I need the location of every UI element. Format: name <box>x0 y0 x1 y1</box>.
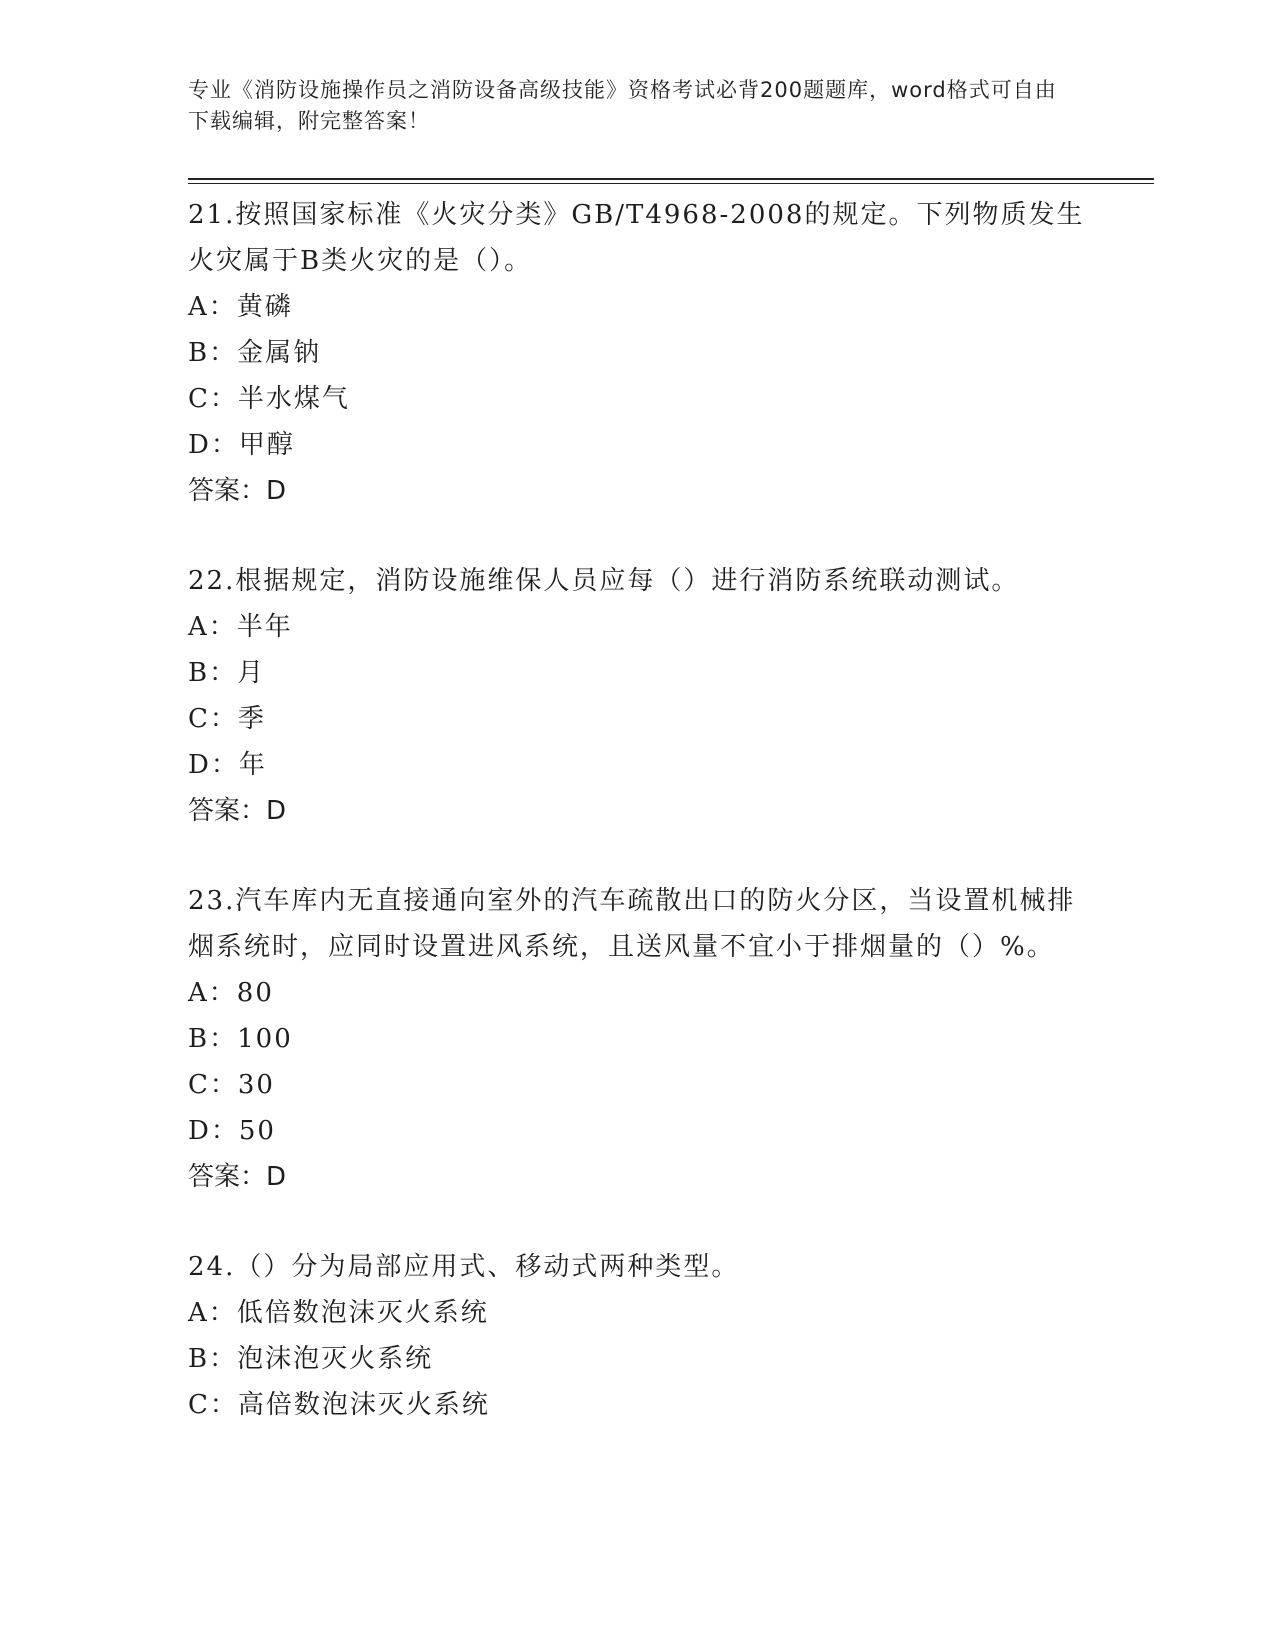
header-divider-thick <box>188 178 1154 180</box>
question-stem: 21.按照国家标准《火灾分类》GB/T4968-2008的规定。下列物质发生火灾属于B类火灾的是（）。 <box>188 200 1085 276</box>
option-d: D：甲醇 <box>188 430 295 460</box>
option-d: D：50 <box>188 1116 276 1146</box>
option-b: B：泡沫泡灭火系统 <box>188 1344 434 1374</box>
option-c: C：半水煤气 <box>188 384 350 414</box>
answer-line: 答案：D <box>188 796 287 826</box>
option-b: B：金属钠 <box>188 338 322 368</box>
header-divider-thin <box>188 183 1154 184</box>
question-list <box>188 192 1088 1472</box>
option-c: C：高倍数泡沫灭火系统 <box>188 1390 490 1420</box>
option-a: A：80 <box>188 978 274 1008</box>
question-stem: 24.（）分为局部应用式、移动式两种类型。 <box>188 1252 740 1282</box>
question-21 <box>188 192 1088 514</box>
option-a: A：黄磷 <box>188 292 293 322</box>
question-23 <box>188 878 1088 1200</box>
document-header: 专业《消防设施操作员之消防设备高级技能》资格考试必背200题题库，word格式可自由下载编辑，附完整答案！ <box>188 78 1057 133</box>
question-stem: 22.根据规定，消防设施维保人员应每（）进行消防系统联动测试。 <box>188 566 1020 596</box>
question-24 <box>188 1244 1088 1428</box>
option-c: C：30 <box>188 1070 275 1100</box>
option-b: B：100 <box>188 1024 293 1054</box>
option-c: C：季 <box>188 704 266 734</box>
question-22 <box>188 558 1088 834</box>
option-d: D：年 <box>188 750 267 780</box>
option-b: B：月 <box>188 658 266 688</box>
option-a: A：低倍数泡沫灭火系统 <box>188 1298 489 1328</box>
question-stem: 23.汽车库内无直接通向室外的汽车疏散出口的防火分区，当设置机械排烟系统时，应同时设置进风系统，且送风量不宜小于排烟量的（）%。 <box>188 886 1076 962</box>
answer-line: 答案：D <box>188 1162 287 1192</box>
answer-line: 答案：D <box>188 476 287 506</box>
option-a: A：半年 <box>188 612 293 642</box>
